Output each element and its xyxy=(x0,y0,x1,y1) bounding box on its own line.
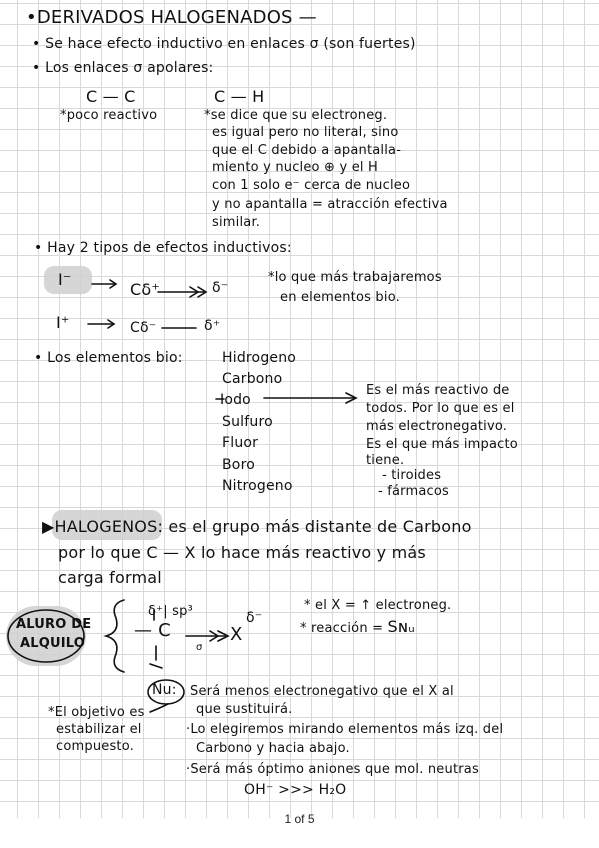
objetivo-line-2: estabilizar el xyxy=(56,722,142,737)
delta-minus-x: δ⁻ xyxy=(246,610,263,626)
bond-c-h: C — H xyxy=(214,87,265,106)
halogenos-line-1: ▶HALOGENOS: es el grupo más distante de Carbono xyxy=(42,517,472,536)
line-enlaces-apolares: • Los enlaces σ apolares: xyxy=(32,60,214,76)
line-tipos-efectos: • Hay 2 tipos de efectos inductivos: xyxy=(34,240,292,256)
haluro-label-2: ALQUILO xyxy=(20,636,86,651)
element-hidrogeno: Hidrogeno xyxy=(222,350,297,366)
iodo-note-3: más electronegativo. xyxy=(366,419,508,434)
star-note-2: en elementos bio. xyxy=(280,290,400,305)
halogenos-line-2: por lo que C — X lo hace más reactivo y más xyxy=(58,543,426,562)
objetivo-line-1: *El objetivo es xyxy=(48,705,145,720)
halogen-x: X xyxy=(230,624,243,645)
element-iodo: Iodo xyxy=(220,392,251,408)
element-carbono: Carbono xyxy=(222,371,283,387)
elegir-line-1: ·Lo elegiremos mirando elementos más izq. del xyxy=(186,722,504,737)
elegir-line-2: Carbono y hacia abajo. xyxy=(196,741,350,756)
poco-reactivo: *poco reactivo xyxy=(60,108,158,123)
line-efecto-inductivo: • Se hace efecto inductivo en enlaces σ (son fuertes) xyxy=(32,36,416,52)
page-title: •DERIVADOS HALOGENADOS — xyxy=(26,7,317,28)
sp3-label: δ⁺| sp³ xyxy=(148,604,193,619)
svg-text:σ: σ xyxy=(196,642,203,653)
c-delta-plus: Cδ⁺ xyxy=(130,280,161,299)
elementos-bio-label: • Los elementos bio: xyxy=(34,350,183,366)
iodo-note-5: tiene. xyxy=(366,453,405,468)
note-line-6: y no apantalla = atracción efectiva xyxy=(212,197,448,212)
objetivo-line-3: compuesto. xyxy=(56,739,134,754)
note-line-2: es igual pero no literal, sino xyxy=(212,125,399,140)
delta-plus: δ⁺ xyxy=(204,318,221,334)
haluro-circle xyxy=(8,610,84,662)
element-fluor: Fluor xyxy=(222,435,259,451)
nu-label: Nu: xyxy=(152,682,177,698)
i-plus-label: I⁺ xyxy=(56,313,70,332)
i-minus-label: I⁻ xyxy=(58,270,72,289)
element-boro: Boro xyxy=(222,457,255,473)
delta-minus: δ⁻ xyxy=(212,280,229,296)
nu-line-2: que sustituirá. xyxy=(196,702,293,717)
note-line-4: miento y nucleo ⊕ y el H xyxy=(212,160,379,175)
iodo-note-4: Es el que más impacto xyxy=(366,437,518,452)
iodo-note-2: todos. Por lo que es el xyxy=(366,401,515,416)
curly-brace xyxy=(106,600,124,672)
oh-line: OH⁻ >>> H₂O xyxy=(244,782,347,798)
note-line-3: que el C debido a apantalla- xyxy=(212,143,402,158)
element-nitrogeno: Nitrogeno xyxy=(222,478,293,494)
iodo-note-7: - fármacos xyxy=(378,484,449,499)
iodo-note-6: - tiroides xyxy=(382,468,442,483)
c-delta-minus: Cδ⁻ xyxy=(130,320,157,336)
aniones-line: ·Será más óptimo aniones que mol. neutras xyxy=(186,762,479,777)
electroneg-note: * el X = ↑ electroneg. xyxy=(304,598,452,613)
halogenos-line-3: carga formal xyxy=(58,568,162,587)
nu-line-1: Será menos electronegativo que el X al xyxy=(190,684,454,699)
page-indicator: 1 of 5 xyxy=(284,812,315,826)
haluro-label-1: ALURO DE xyxy=(16,617,92,632)
element-sulfuro: Sulfuro xyxy=(222,414,273,430)
iodo-note-1: Es el más reactivo de xyxy=(366,383,510,398)
nu-circle xyxy=(148,680,184,704)
note-line-7: similar. xyxy=(212,215,261,230)
bond-c-c: C — C xyxy=(86,87,136,106)
note-line-1: *se dice que su electroneg. xyxy=(204,108,388,123)
star-note-1: *lo que más trabajaremos xyxy=(268,270,442,285)
reaccion-note: * reacción = Sɴᵤ xyxy=(300,617,415,636)
note-line-5: con 1 solo e⁻ cerca de nucleo xyxy=(212,178,411,193)
carbon-center: — C xyxy=(134,620,171,641)
